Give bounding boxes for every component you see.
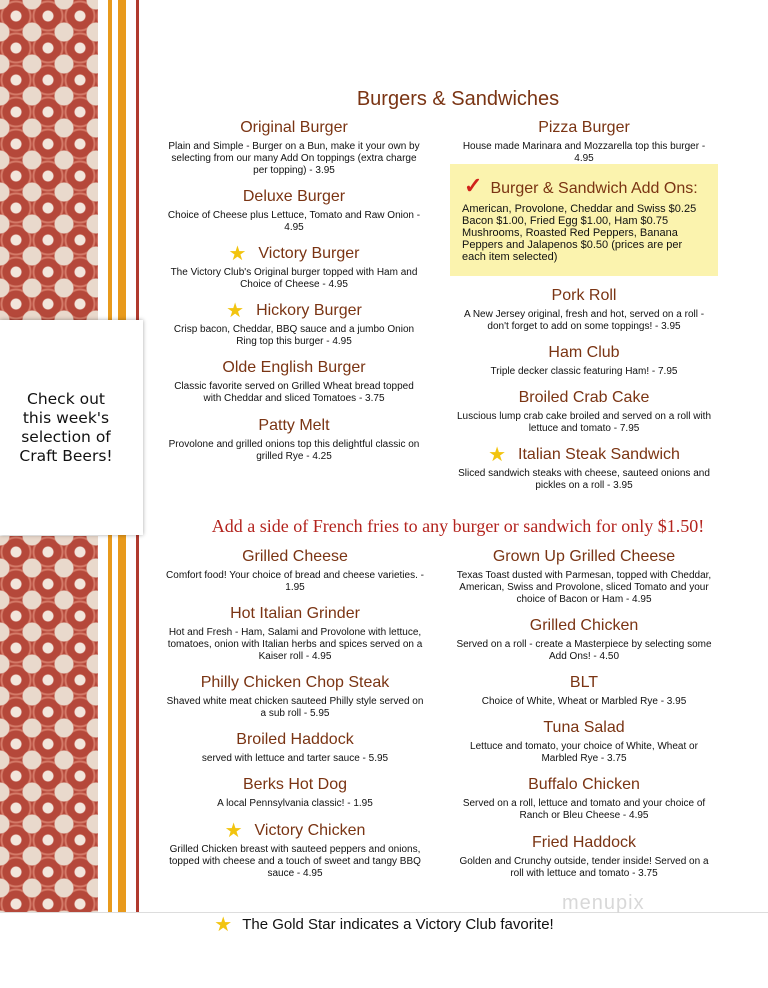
menu-item-desc: Texas Toast dusted with Parmesan, topped with Cheddar, American, Swiss and Provolone, sliced Tomato and your choice of Bacon or Ham - 4.95 — [456, 570, 712, 605]
menu-item — [160, 187, 428, 234]
menu-item-name: Philly Chicken Chop Steak — [200, 674, 390, 691]
decorative-pattern-bottom — [0, 536, 98, 912]
menu-item — [448, 118, 720, 165]
menu-item-desc: A New Jersey original, fresh and hot, served on a roll - don't forget to add on some toppings! - 3.95 — [463, 309, 705, 332]
menu-item-name: Hot Italian Grinder — [230, 605, 360, 622]
craft-beer-callout — [0, 320, 143, 535]
section-title: Burgers & Sandwiches — [356, 88, 560, 110]
menu-item — [160, 416, 428, 463]
menu-item-desc: Crisp bacon, Cheddar, BBQ sauce and a jumbo Onion Ring top this burger - 4.95 — [173, 324, 415, 347]
gold-star-icon: ★ — [228, 243, 247, 265]
menu-item — [160, 730, 430, 765]
menu-item-desc: Choice of White, Wheat or Marbled Rye - 3.95 — [481, 696, 687, 707]
fries-promo: Add a side of French fries to any burger or sandwich for only $1.50! — [211, 516, 705, 536]
menu-item-name: Hickory Burger — [256, 302, 362, 319]
menu-item — [448, 833, 720, 880]
gold-star-icon: ★ — [224, 820, 243, 842]
checkmark-icon: ✓ — [464, 173, 483, 198]
menu-item — [160, 821, 430, 880]
menu-item — [160, 604, 430, 663]
menu-item-name: Grilled Cheese — [242, 548, 348, 565]
menu-item-name: Berks Hot Dog — [242, 776, 348, 793]
addons-box — [450, 164, 718, 276]
addons-text: American, Provolone, Cheddar and Swiss $0.25 Bacon $1.00, Fried Egg $1.00, Ham $0.75 Mushrooms, Roasted Red Peppers, Banana Peppers and Jalapenos $0.50 (prices are per each item selected) — [462, 203, 697, 263]
menu-item-desc: Hot and Fresh - Ham, Salami and Provolone with lettuce, tomatoes, onion with Italian herbs and spices served on a Kaiser roll - 4.95 — [167, 627, 423, 662]
menu-item-desc: Classic favorite served on Grilled Wheat bread topped with Cheddar and sliced Tomatoes - 3.75 — [174, 381, 414, 404]
menu-item — [448, 673, 720, 708]
menu-item — [160, 358, 428, 405]
menu-item-name: Grilled Chicken — [529, 617, 639, 634]
menu-item-desc: Plain and Simple - Burger on a Bun, make it your own by selecting from our many Add On toppings (extra charge per topping) - 3.95 — [168, 141, 420, 176]
menu-item-desc: Choice of Cheese plus Lettuce, Tomato and Raw Onion - 4.95 — [167, 210, 421, 233]
menu-item-desc: Golden and Crunchy outside, tender inside! Served on a roll with lettuce and tomato - 3.75 — [459, 856, 709, 879]
menu-item-desc: The Victory Club's Original burger topped with Ham and Choice of Cheese - 4.95 — [170, 267, 418, 290]
menu-item-name: Grown Up Grilled Cheese — [492, 548, 676, 565]
menu-item-name: Victory Burger — [258, 245, 360, 262]
menu-item-desc: A local Pennsylvania classic! - 1.95 — [217, 798, 373, 809]
menu-item — [448, 343, 720, 378]
menu-item — [160, 301, 428, 348]
menu-item-desc: Shaved white meat chicken sauteed Philly style served on a sub roll - 5.95 — [166, 696, 424, 719]
decorative-pattern-top — [0, 0, 98, 320]
menu-item — [448, 445, 720, 492]
callout-text: Check out this week's selection of Craft Beers! — [19, 389, 113, 465]
menu-item — [160, 673, 430, 720]
menu-item-name: Pizza Burger — [538, 119, 630, 136]
menu-item — [448, 286, 720, 333]
menu-item — [448, 718, 720, 765]
menu-item — [160, 118, 428, 177]
menu-item — [448, 547, 720, 606]
menu-item — [448, 616, 720, 663]
footer-divider — [0, 912, 768, 913]
menu-item-name: Ham Club — [548, 344, 620, 361]
menu-item-desc: Triple decker classic featuring Ham! - 7.95 — [490, 366, 678, 377]
menu-item — [160, 547, 430, 594]
menu-item-name: BLT — [569, 674, 599, 691]
menu-item-desc: House made Marinara and Mozzarella top this burger - 4.95 — [462, 141, 706, 164]
menu-item-name: Olde English Burger — [222, 359, 366, 376]
menu-item-desc: Comfort food! Your choice of bread and cheese varieties. - 1.95 — [166, 570, 424, 593]
menu-item-desc: Served on a roll - create a Masterpiece by selecting some Add Ons! - 4.50 — [456, 639, 712, 662]
watermark: menupix — [562, 892, 645, 914]
addons-title: Burger & Sandwich Add Ons: — [490, 180, 698, 197]
footer-note — [0, 916, 768, 934]
menu-item-name: Victory Chicken — [254, 822, 366, 839]
menu-item — [160, 244, 428, 291]
gold-star-icon: ★ — [214, 914, 233, 936]
gold-star-icon: ★ — [488, 444, 507, 466]
menu-item — [448, 775, 720, 822]
menu-item-desc: Provolone and grilled onions top this delightful classic on grilled Rye - 4.25 — [168, 439, 420, 462]
menu-item-desc: served with lettuce and tarter sauce - 5.95 — [201, 753, 389, 764]
menu-item-desc: Lettuce and tomato, your choice of White, Wheat or Marbled Rye - 3.75 — [470, 741, 698, 764]
menu-item-name: Buffalo Chicken — [528, 776, 640, 793]
menu-item-name: Patty Melt — [258, 417, 330, 434]
gold-star-icon: ★ — [226, 300, 245, 322]
menu-item-name: Deluxe Burger — [242, 188, 346, 205]
menu-item-desc: Grilled Chicken breast with sauteed peppers and onions, topped with cheese and a touch of sweet and tangy BBQ sauce - 4.95 — [169, 844, 421, 879]
menu-item — [160, 775, 430, 810]
menu-item — [448, 388, 720, 435]
menu-item-name: Pork Roll — [551, 287, 617, 304]
menu-item-name: Tuna Salad — [543, 719, 625, 736]
menu-item-desc: Sliced sandwich steaks with cheese, sauteed onions and pickles on a roll - 3.95 — [458, 468, 710, 491]
footer-text: The Gold Star indicates a Victory Club favorite! — [242, 916, 554, 933]
menu-item-desc: Served on a roll, lettuce and tomato and your choice of Ranch or Bleu Cheese - 4.95 — [462, 798, 706, 821]
menu-item-name: Fried Haddock — [531, 834, 637, 851]
menu-item-name: Broiled Haddock — [236, 731, 354, 748]
menu-item-name: Original Burger — [240, 119, 348, 136]
menu-item-desc: Luscious lump crab cake broiled and served on a roll with lettuce and tomato - 7.95 — [456, 411, 712, 434]
menu-item-name: Italian Steak Sandwich — [518, 446, 680, 463]
menu-item-name: Broiled Crab Cake — [518, 389, 650, 406]
